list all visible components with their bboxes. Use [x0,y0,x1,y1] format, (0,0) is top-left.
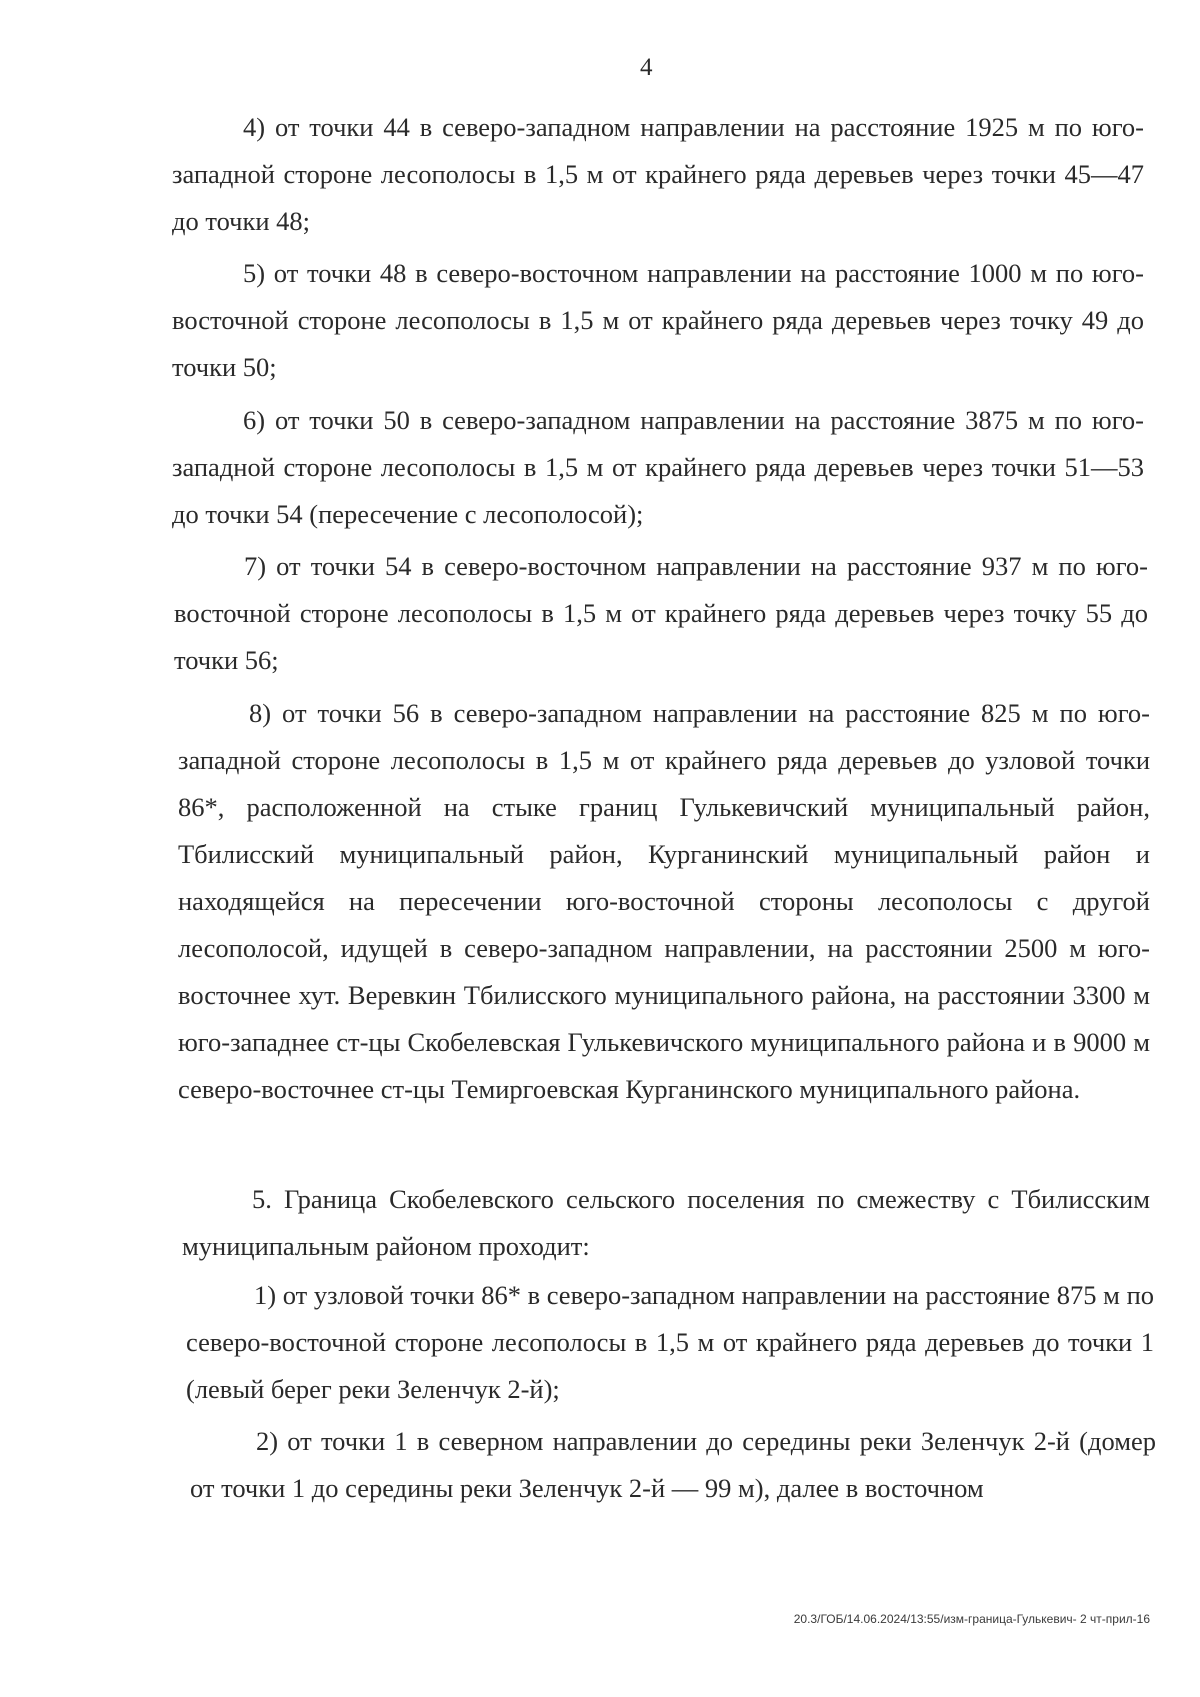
paragraph-5: 5) от точки 48 в северо-восточном направлении на расстояние 1000 м по юго-восточной стороне лесополосы в 1,5 м от крайнего ряда деревьев через точку 49 до точки 50; [172,258,1144,382]
paragraph-7: 7) от точки 54 в северо-восточном направлении на расстояние 937 м по юго-восточной стороне лесополосы в 1,5 м от крайнего ряда деревьев через точку 55 до точки 56; [174,551,1148,675]
paragraph-section5-1: 1) от узловой точки 86* в северо-западном направлении на расстояние 875 м по северо-восточной стороне лесополосы в 1,5 м от крайнего ряда деревьев до точки 1 (левый берег реки Зеленчук 2-й); [186,1280,1154,1404]
document-footer: 20.3/ГОБ/14.06.2024/13:55/изм-граница-Гулькевич- 2 чт-прил-16 [793,1612,1150,1626]
paragraph-section5-2: 2) от точки 1 в северном направлении до середины реки Зеленчук 2-й (домер от точки 1 до середины реки Зеленчук 2-й — 99 м), далее в восточном [190,1426,1156,1503]
section-5-heading-paragraph: 5. Граница Скобелевского сельского поселения по смежеству с Тбилисским муниципальным районом проходит: [182,1184,1150,1261]
page-number: 4 [640,54,653,81]
paragraph-4: 4) от точки 44 в северо-западном направлении на расстояние 1925 м по юго-западной стороне лесополосы в 1,5 м от крайнего ряда деревьев через точки 45—47 до точки 48; [172,112,1144,236]
paragraph-8: 8) от точки 56 в северо-западном направлении на расстояние 825 м по юго-западной стороне лесополосы в 1,5 м от крайнего ряда деревьев до узловой точки 86*, расположенной на стыке границ Гулькевичский муниципальный район, Тбилисский муниципальный район, Курганинский муниципальный район и находящейся на пересечении юго-восточной стороны лесополосы с другой лесополосой, идущей в северо-западном направлении, на расстоянии 2500 м юго-восточнее хут. Веревкин Тбилисского муниципального района, на расстоянии 3300 м юго-западнее ст-цы Скобелевская Гулькевичского муниципального района и в 9000 м северо-восточнее ст-цы Темиргоевская Курганинского муниципального района. [178,698,1150,1104]
paragraph-6: 6) от точки 50 в северо-западном направлении на расстояние 3875 м по юго-западной стороне лесополосы в 1,5 м от крайнего ряда деревьев через точки 51—53 до точки 54 (пересечение с лесополосой); [172,405,1144,529]
